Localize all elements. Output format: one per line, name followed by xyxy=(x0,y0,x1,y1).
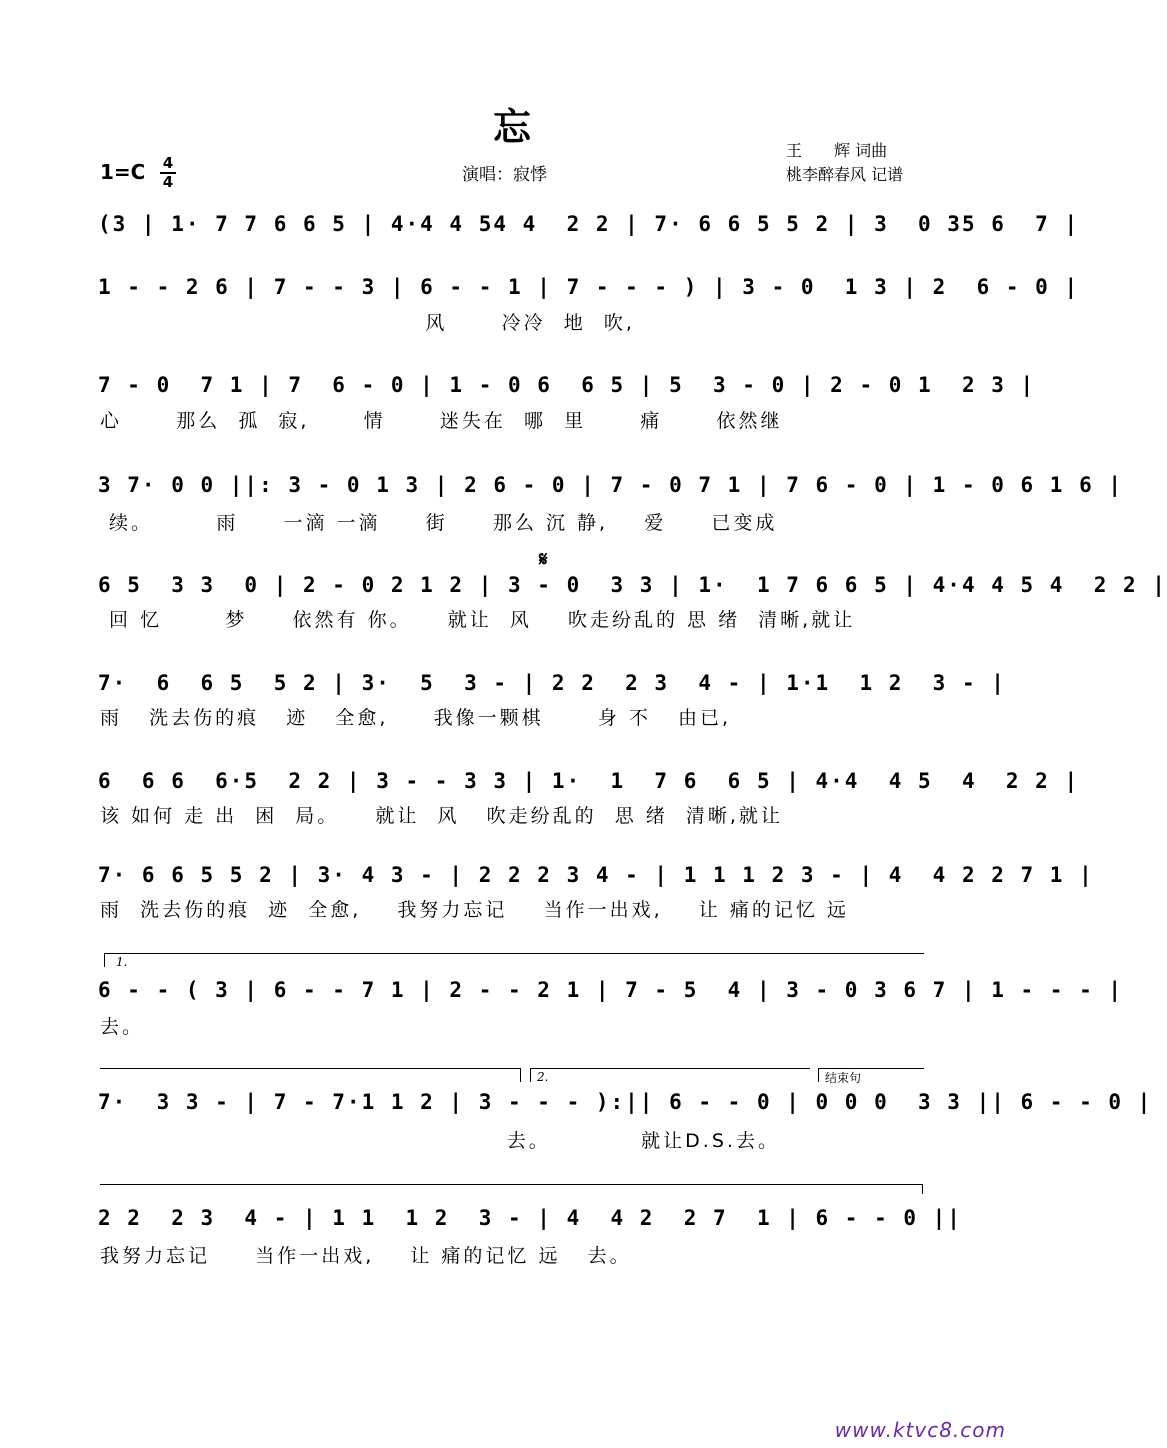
site-watermark: www.ktvc8.com xyxy=(834,1418,1006,1442)
volta-1-continuation xyxy=(100,1068,520,1069)
volta-2-tick xyxy=(530,1068,531,1082)
lyric-line-10: 去。 就让D.S.去。 xyxy=(100,1130,780,1152)
time-signature xyxy=(160,156,176,190)
lyricist-credit: 王 辉 词曲 xyxy=(786,141,888,160)
lyric-line-11: 我努力忘记 当作一出戏, 让 痛的记忆 远 去。 xyxy=(100,1245,632,1267)
notation-line-3: 7 - 0 7 1 | 7 6 - 0 | 1 - 0 6 6 5 | 5 3 - 0 | 2 - 0 1 2 3 | xyxy=(98,373,1036,397)
coda-tick xyxy=(818,1068,819,1082)
volta-1-bracket xyxy=(104,953,924,954)
volta-2-label: 2. xyxy=(537,1070,549,1084)
lyric-line-7: 该 如何 走 出 困 局。 就让 风 吹走纷乱的 思 绪 清晰,就让 xyxy=(100,805,783,827)
notation-line-9: 6 - - ( 3 | 6 - - 7 1 | 2 - - 2 1 | 7 - 5 4 | 3 - 0 3 6 7 | 1 - - - | xyxy=(98,978,1124,1002)
lyric-line-5: 回 忆 梦 依然有 你。 就让 风 吹走纷乱的 思 绪 清晰,就让 xyxy=(100,609,856,631)
volta-1-tick xyxy=(104,953,105,967)
time-signature-top: 4 xyxy=(162,154,174,172)
notation-line-8: 7· 6 6 5 5 2 | 3· 4 3 - | 2 2 2 3 4 - | 1 1 1 2 3 - | 4 4 2 2 7 1 | xyxy=(98,863,1094,887)
notation-line-2: 1 - - 2 6 | 7 - - 3 | 6 - - 1 | 7 - - - ) | 3 - 0 1 3 | 2 6 - 0 | xyxy=(98,275,1080,299)
notation-line-4: 3 7· 0 0 ||: 3 - 0 1 3 | 2 6 - 0 | 7 - 0 7 1 | 7 6 - 0 | 1 - 0 6 1 6 | xyxy=(98,473,1124,497)
lyric-line-9: 去。 xyxy=(100,1016,145,1038)
volta-2-bracket xyxy=(530,1068,810,1069)
lyric-line-6: 雨 洗去伤的痕 迹 全愈, 我像一颗棋 身 不 由已, xyxy=(100,707,732,729)
notation-line-11: 2 2 2 3 4 - | 1 1 1 2 3 - | 4 4 2 2 7 1 | 6 - - 0 || xyxy=(98,1206,962,1230)
final-bracket-tick xyxy=(922,1184,923,1194)
lyric-line-4: 续。 雨 一滴 一滴 街 那么 沉 静, 爱 已变成 xyxy=(100,512,778,534)
notation-line-6: 7· 6 6 5 5 2 | 3· 5 3 - | 2 2 2 3 4 - | 1·1 1 2 3 - | xyxy=(98,671,1006,695)
coda-label: 结束句 xyxy=(825,1071,862,1085)
notation-line-1: (3 | 1· 7 7 6 6 5 | 4·4 4 54 4 2 2 | 7· 6 6 5 5 2 | 3 0 35 6 7 | xyxy=(98,212,1080,236)
notation-line-10: 7· 3 3 - | 7 - 7·1 1 2 | 3 - - - ):|| 6 - - 0 | 0 0 0 3 3 || 6 - - 0 | xyxy=(98,1090,1153,1114)
volta-1-end-tick xyxy=(520,1068,521,1082)
singer-credit: 演唱：寂悸 xyxy=(462,165,547,185)
transcriber-credit: 桃李醉春风 记谱 xyxy=(786,165,904,184)
lyric-line-3: 心 那么 孤 寂, 情 迷失在 哪 里 痛 依然继 xyxy=(100,410,783,432)
notation-line-7: 6 6 6 6·5 2 2 | 3 - - 3 3 | 1· 1 7 6 6 5 | 4·4 4 5 4 2 2 | xyxy=(98,769,1080,793)
lyric-line-8: 雨 洗去伤的痕 迹 全愈, 我努力忘记 当作一出戏, 让 痛的记忆 远 xyxy=(100,899,849,921)
lyric-line-2: 风 冷冷 地 吹, xyxy=(100,312,635,334)
final-bracket xyxy=(100,1184,922,1185)
notation-line-5: 6 5 3 3 0 | 2 - 0 2 1 2 | 3 - 0 3 3 | 1· 1 7 6 6 5 | 4·4 4 5 4 2 2 | xyxy=(98,573,1167,597)
segno-sign: 𝄋 xyxy=(539,547,548,571)
key-signature: 1=C xyxy=(100,160,146,184)
volta-1-label: 1. xyxy=(116,955,128,969)
time-signature-bottom: 4 xyxy=(162,173,174,191)
song-title: 忘 xyxy=(492,105,531,149)
